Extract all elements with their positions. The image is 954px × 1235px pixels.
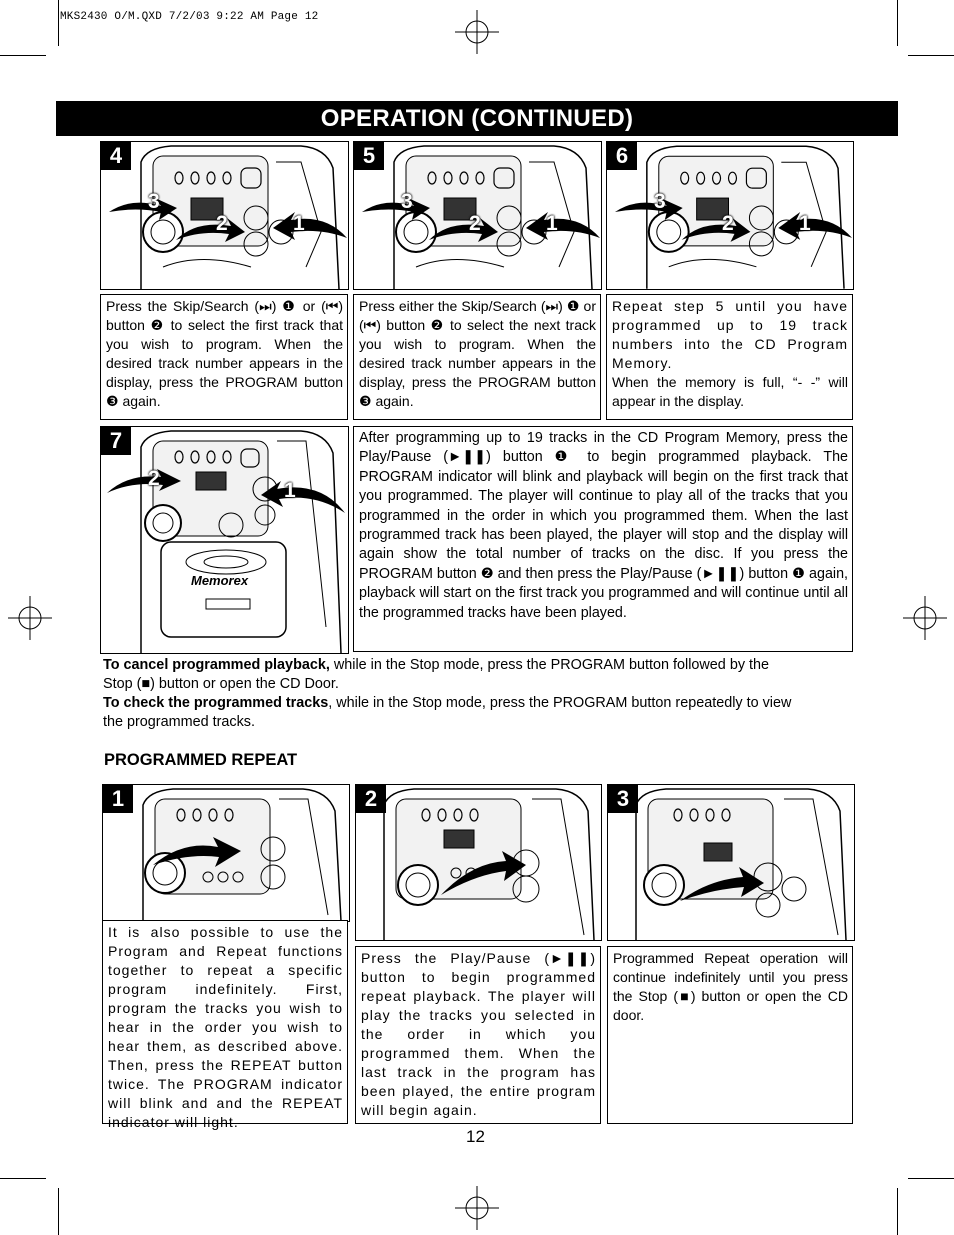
callout-1: 1 [799,212,811,235]
callout-1: 1 [284,479,296,502]
crop-mark [0,1178,46,1179]
note-text: Stop (■) button or open the CD Door. [103,676,339,692]
callout-2: 2 [722,212,734,235]
callout-2: 2 [216,212,228,235]
note-text: , while in the Stop mode, press the PROGRAM button repeatedly to view [328,695,792,711]
repeat-step-1-text: It is also possible to use the Program and Repeat functions together to repeat a specific program indefinitely. First, program the tracks you wish to hear in the order you wish to hear them, as described above. Then, press the REPEAT button twice. The PROGRAM indicator will blink and and the REPEAT indicator will light. [108,924,343,1130]
crop-mark [58,0,59,46]
repeat-step-2-illustration [355,784,602,941]
callout-2: 2 [469,212,481,235]
crop-mark [897,0,898,46]
step-6-text-memory-full: When the memory is full, “- -” will appear in the display. [612,374,848,409]
step-number: 4 [101,142,131,170]
step-4-illustration [100,141,349,290]
callout-3: 3 [401,190,413,213]
callout-1: 1 [293,212,305,235]
registration-mark-icon [455,1186,499,1230]
banner-title: OPERATION (CONTINUED) [320,105,634,132]
print-header: MKS2430 O/M.QXD 7/2/03 9:22 AM Page 12 [60,11,319,23]
callout-2: 2 [148,467,160,490]
repeat-step-2-text: Press the Play/Pause (►❚❚) button to begin programmed repeat playback. The player will play the tracks you selected in the order in which you programmed them. When the last track in the program has been played, the entire program will begin again. [361,950,596,1118]
registration-mark-icon [903,596,947,640]
repeat-step-1-instructions [102,920,348,1130]
step-6-text: Repeat step 5 until you have programmed up to 19 track numbers into the CD Program Memory. [612,298,848,371]
cancel-programmed-note [103,656,863,694]
note-bold: To cancel programmed playback, [103,657,330,673]
registration-mark-icon [8,596,52,640]
step-number: 3 [608,785,638,813]
repeat-step-2-instructions [355,946,601,1124]
callout-3: 3 [148,190,160,213]
step-number: 7 [101,427,131,455]
step-5-illustration [353,141,602,290]
note-text: while in the Stop mode, press the PROGRAM button followed by the [329,657,770,673]
step-number: 1 [103,785,133,813]
boombox-controls-icon [608,785,854,940]
boombox-controls-icon [103,785,349,921]
step-4-instructions [100,294,348,420]
step-7-text: After programming up to 19 tracks in the CD Program Memory, press the Play/Pause (►❚❚) button ❶ to begin programmed playback. The PROGRAM indicator will blink and playback will begin on the first track that you programmed. The player will continue to play all of the tracks that you programmed in the order in which you programmed them. When the last programmed track has been played, the player will stop and the display will again show the total number of tracks on the disc. If you press the PROGRAM button ❷ and then press the Play/Pause (►❚❚) button ❶ again, playback will start on the first track you programmed and will continue until all the programmed tracks have been played. [359,430,848,621]
section-banner [56,101,898,136]
step-7-instructions [353,426,853,652]
step-5-instructions [353,294,601,420]
note-text: the programmed tracks. [103,714,255,730]
section-title: PROGRAMMED REPEAT [104,751,298,769]
step-7-illustration [100,426,349,654]
step-4-text: Press the Skip/Search (⏭) ❶ or (⏮) button ❷ to select the first track that you wish to program. When the desired track number appears in the display, press the PROGRAM button ❸ again. [106,298,343,409]
crop-mark [908,1178,954,1179]
boombox-controls-icon [356,785,601,940]
crop-mark [58,1188,59,1235]
crop-mark [0,55,46,56]
repeat-step-3-illustration [607,784,855,941]
repeat-step-1-illustration [102,784,350,922]
callout-3: 3 [654,190,666,213]
step-number: 2 [356,785,386,813]
crop-mark [908,55,954,56]
repeat-step-3-instructions [607,946,853,1124]
page-number: 12 [466,1127,485,1146]
step-6-illustration [606,141,854,290]
crop-mark [897,1188,898,1235]
note-bold: To check the programmed tracks [103,695,329,711]
step-number: 5 [354,142,384,170]
registration-mark-icon [455,10,499,54]
step-5-text: Press either the Skip/Search (⏭) ❶ or (⏮) button ❷ to select the next track you wish to program. When the desired track number appears in the display, press the PROGRAM button ❸ again. [359,298,596,409]
check-programmed-note [103,694,863,732]
repeat-step-3-text: Programmed Repeat operation will continue indefinitely until you press the Stop (■) button or open the CD door. [613,950,848,1023]
step-number: 6 [607,142,637,170]
boombox-front-icon [101,427,348,653]
step-6-instructions [606,294,853,420]
memorex-logo: Memorex [191,573,249,588]
callout-1: 1 [546,212,558,235]
